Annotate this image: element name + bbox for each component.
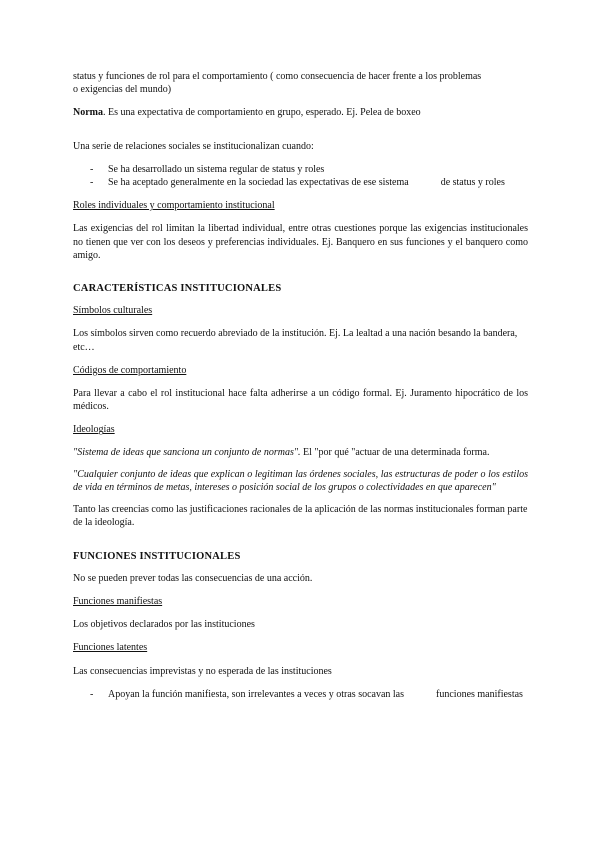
list-item-text: Se ha desarrollado un sistema regular de status y roles (108, 163, 325, 175)
latentes-title: Funciones latentes (73, 642, 148, 654)
document-page (73, 70, 528, 701)
norma-paragraph (73, 106, 528, 119)
ideologias-quote-1-rest: El "por qué "actuar de una determinada forma. (300, 446, 490, 458)
list-item (73, 688, 528, 701)
intro-line-2: o exigencias del mundo) (73, 84, 172, 96)
codigos-body: Para llevar a cabo el rol institucional hace falta adherirse a un código formal. Ej. Juramento hipocrático de los médicos. (73, 388, 528, 413)
norma-term: Norma (73, 107, 103, 119)
manifiestas-body: Los objetivos declarados por las instituciones (73, 619, 255, 631)
intro-line-1: status y funciones de rol para el comportamiento ( como consecuencia de hacer frente a los problemas (73, 71, 482, 82)
intro-paragraph (73, 70, 528, 96)
funciones-intro: No se pueden prever todas las consecuencias de una acción. (73, 572, 313, 584)
codigos-title: Códigos de comportamiento (73, 364, 187, 376)
institucionalizan-lead: Una serie de relaciones sociales se institucionalizan cuando: (73, 140, 314, 152)
caracteristicas-heading: CARACTERÍSTICAS INSTITUCIONALES (73, 283, 282, 295)
list-item-text-cont: de status y roles (440, 177, 505, 189)
roles-body: Las exigencias del rol limitan la libertad individual, entre otras cuestiones porque las exigencias institucionales no tienen que ver con los deseos y preferencias individuales. Ej. Banquero en sus funciones y el banquero como amigo. (73, 223, 528, 261)
list-item-text: Apoyan la función manifiesta, son irrelevantes a veces y otras socavan las (108, 688, 405, 700)
roles-title: Roles individuales y comportamiento institucional (73, 200, 275, 212)
institucionalizan-list (73, 163, 528, 189)
simbolos-body: Los símbolos sirven como recuerdo abreviado de la institución. Ej. La lealtad a una nación besando la bandera, etc… (73, 328, 518, 353)
dash-bullet: - (90, 163, 94, 175)
latentes-body: Las consecuencias imprevistas y no esperada de las instituciones (73, 665, 332, 677)
ideologias-quote-2: "Cualquier conjunto de ideas que explican o legitiman las órdenes sociales, las estructuras de poder o los estilos de vida en términos de metas, intereses o posición social de los grupos o colectividades en que aparecen" (73, 468, 528, 494)
norma-text: . Es una expectativa de comportamiento en grupo, esperado. Ej. Pelea de boxeo (103, 107, 421, 119)
ideologias-quote-1 (73, 446, 528, 459)
list-item (73, 176, 528, 189)
manifiestas-title: Funciones manifiestas (73, 596, 163, 608)
list-item (73, 163, 528, 176)
latentes-list (73, 688, 528, 701)
funciones-heading: FUNCIONES INSTITUCIONALES (73, 550, 241, 562)
dash-bullet: - (90, 688, 94, 700)
ideologias-quote-1-italic: "Sistema de ideas que sanciona un conjunto de normas". (73, 446, 301, 458)
ideologias-body: Tanto las creencias como las justificaciones racionales de la aplicación de las normas institucionales forman parte de la ideología. (73, 504, 528, 529)
dash-bullet: - (90, 177, 94, 189)
list-item-text-cont: funciones manifiestas (436, 688, 523, 700)
list-item-text: Se ha aceptado generalmente en la sociedad las expectativas de ese sistema (108, 177, 409, 189)
simbolos-title: Símbolos culturales (73, 305, 153, 317)
ideologias-title: Ideologías (73, 424, 115, 436)
